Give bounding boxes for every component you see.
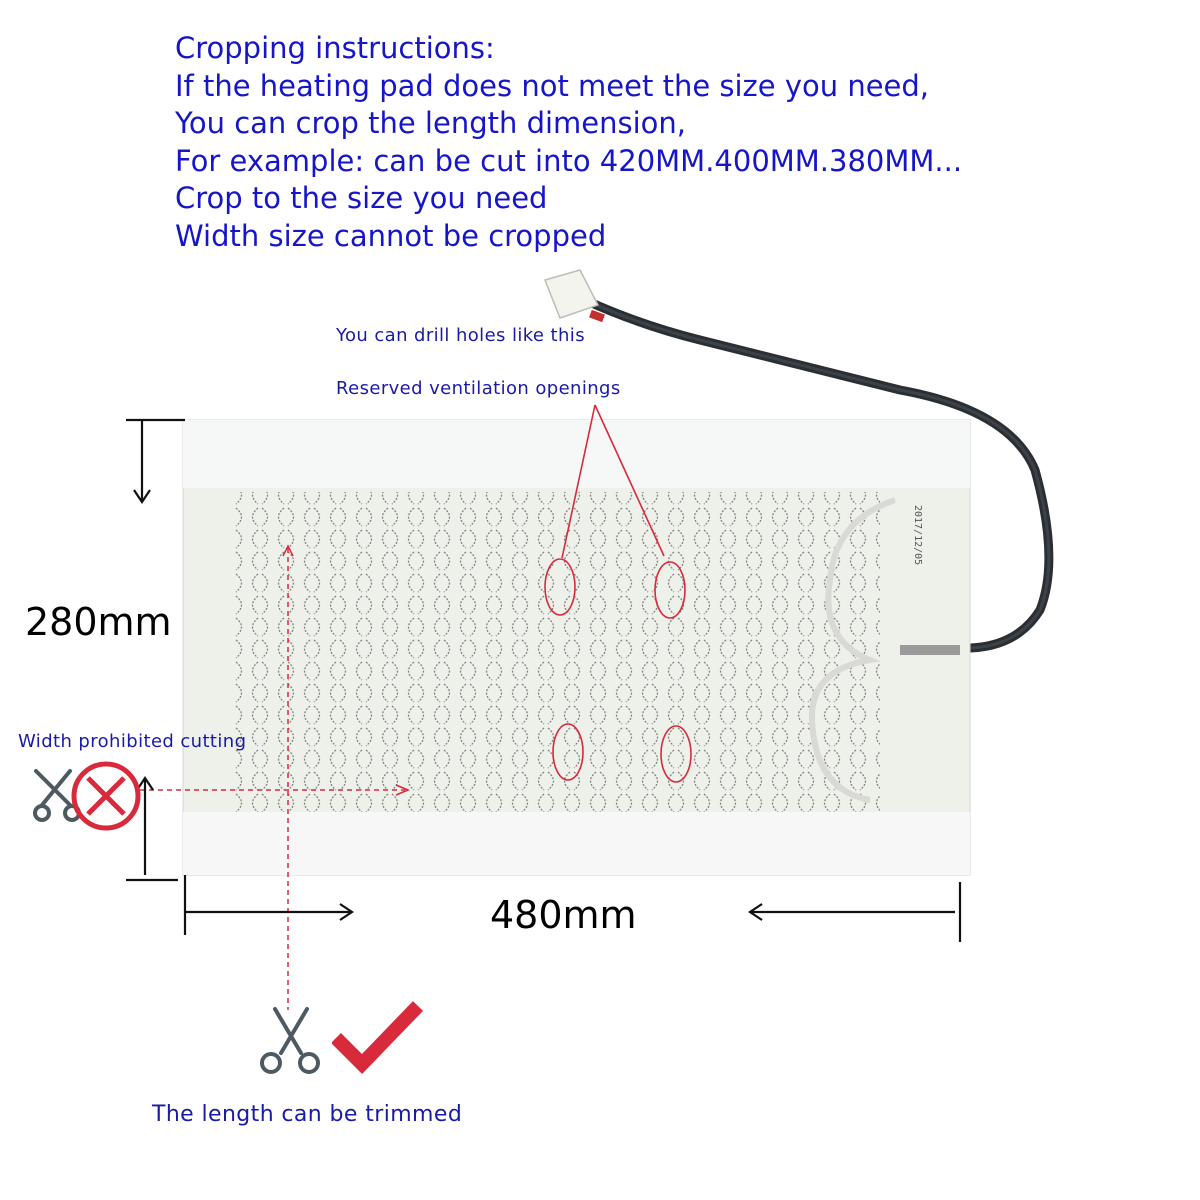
date-stamp: 2017/12/05 [912, 505, 923, 566]
scissors-icon [255, 1005, 327, 1077]
instruction-line-4: For example: can be cut into 420MM.400MM.380MM... [175, 143, 963, 178]
prohibited-icon [68, 758, 148, 834]
checkmark-icon [332, 1000, 424, 1076]
cable-connector [545, 270, 605, 322]
length-trimmed-label: The length can be trimmed [152, 1102, 463, 1127]
drill-holes-label: You can drill holes like this [336, 325, 585, 346]
ventilation-label: Reserved ventilation openings [336, 378, 621, 399]
instruction-line-3: You can crop the length dimension, [175, 106, 687, 141]
instruction-line-2: If the heating pad does not meet the size you need, [175, 68, 930, 103]
instruction-line-1: Cropping instructions: [175, 31, 495, 65]
instruction-line-6: Width size cannot be cropped [175, 218, 607, 253]
width-dimension-label: 280mm [25, 600, 172, 644]
width-prohibited-label: Width prohibited cutting [18, 731, 247, 752]
length-dimension-label: 480mm [490, 893, 637, 937]
instruction-line-5: Crop to the size you need [175, 181, 548, 216]
